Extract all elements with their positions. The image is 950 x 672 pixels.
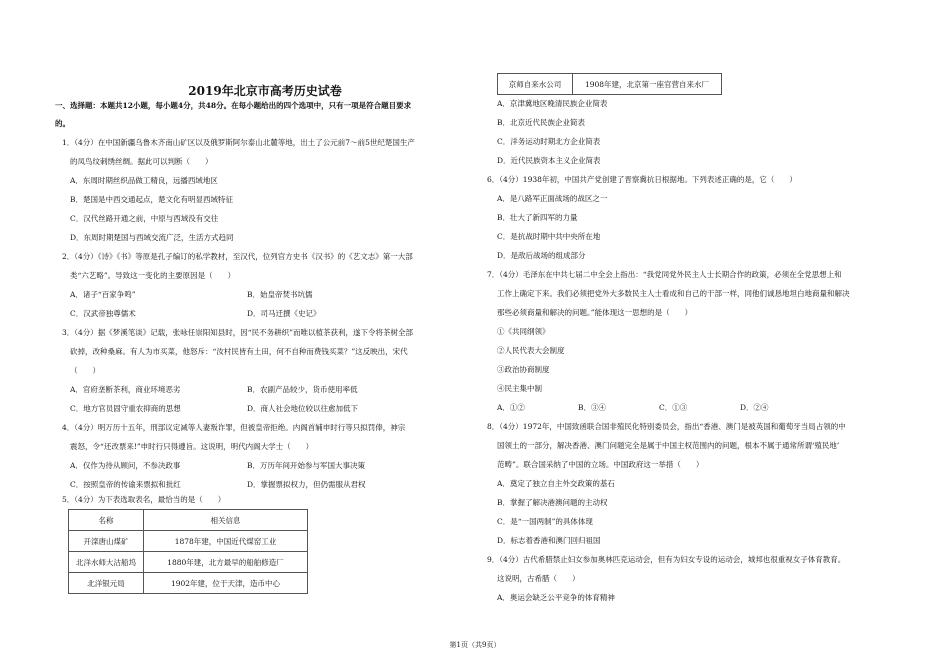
table-row xyxy=(69,573,308,594)
question-2-option-c: C．汉武帝独尊儒术 xyxy=(70,309,136,318)
table-cell: 开滦唐山煤矿 xyxy=(69,531,144,552)
table-cell: 北洋水师大沽船坞 xyxy=(69,552,144,573)
question-4-option-d: D．掌握票拟权力，但仍需服从君权 xyxy=(247,480,366,489)
question-3-option-b: B．农副产品较少，货币使用率低 xyxy=(247,385,358,394)
question-7-stem-cont2: 那些必须商量和解决的问题。”能体现这一思想的是（ ） xyxy=(497,308,693,317)
question-8-stem-cont: 国领土的一部分，解决香港、澳门问题完全是属于中国主权范围内的问题，根本不属于通常所谓‘殖民地’ xyxy=(497,441,840,450)
table-cell: 1908年建，北京第一座官营自来水厂 xyxy=(573,74,722,95)
question-7-item-1: ①《共同纲领》 xyxy=(497,327,550,336)
question-7-item-3: ③政治协商制度 xyxy=(497,365,550,374)
question-4-option-a: A．仅作为待从顾问，不参决政事 xyxy=(70,461,181,470)
table-cell: 北洋银元局 xyxy=(69,573,144,594)
question-7-stem: 7．（4分）毛泽东在中共七届二中全会上指出：“我党同党外民主人士长期合作的政策，必须在全党思想上和 xyxy=(487,270,842,279)
section-heading: 一、选择题：本题共12小题，每小题4分，共48分。在每小题给出的四个选项中，只有一项是符合题目要求 xyxy=(55,101,412,110)
question-2-option-d: D．司马迁撰《史记》 xyxy=(247,309,321,318)
table-cell: 1902年建，位于天津，造币中心 xyxy=(144,573,308,594)
table-row xyxy=(69,552,308,573)
question-5-option-c: C．洋务运动时期北方企业简表 xyxy=(497,137,601,146)
question-4-option-c: C．按照皇帝的传谕来票拟和批红 xyxy=(70,480,181,489)
question-7-item-2: ②人民代表大会制度 xyxy=(497,346,565,355)
question-7-option-c: C．①③ xyxy=(659,403,688,412)
question-3-option-d: D．商人社会地位较以往愈加低下 xyxy=(247,404,359,413)
question-8-stem: 8．（4分）1972年，中国致函联合国非殖民化特别委员会，指出“香港、澳门是被英国和葡萄牙当局占领的中 xyxy=(487,422,846,431)
question-4-stem: 4．（4分）明万历十五年，刑部议定减等人妻叛诈罪，但被皇帝拒绝。内阁首辅申时行等只拟罚俸，神宗 xyxy=(62,423,406,432)
table-header-cell: 名称 xyxy=(69,510,144,531)
question-1-stem: 1．（4分）在中国新疆乌鲁木齐南山矿区以及俄罗斯阿尔泰山北麓等地，出土了公元前7～前5世纪楚国生产 xyxy=(62,138,415,147)
question-5-option-b: B．北京近代民族企业简表 xyxy=(497,118,586,127)
question-1-option-d: D．东周时期楚国与西域交流广泛，生活方式趋同 xyxy=(70,233,234,242)
question-4-option-b: B．万历年间开始参与军国大事决策 xyxy=(247,461,366,470)
question-7-item-4: ④民主集中制 xyxy=(497,384,542,393)
table-row xyxy=(69,531,308,552)
question-8-option-a: A．奠定了独立自主外交政策的基石 xyxy=(497,479,615,488)
question-7-stem-cont: 工作上确定下来。我们必须把党外大多数民主人士看成和自己的干部一样，同他们诚恳地坦白地商量和解决 xyxy=(497,289,850,298)
question-8-option-b: B．掌握了解决港澳问题的主动权 xyxy=(497,498,608,507)
page-footer: 第1页（共9页） xyxy=(449,641,501,649)
question-2-option-b: B．始皇帝焚书坑儒 xyxy=(247,290,313,299)
question-9-stem: 9．（4分）古代希腊禁止妇女参加奥林匹克运动会，但有为妇女专设的运动会，城邦也很重视女子体育教育。 xyxy=(487,555,846,564)
table-cell: 京师自来水公司 xyxy=(498,74,573,95)
question-1-option-a: A．东周时期丝织品做工精良，远播西域地区 xyxy=(70,176,218,185)
question-3-option-c: C．地方官员固守重农抑商的思想 xyxy=(70,404,181,413)
question-3-stem: 3．（4分）据《梦溪笔谈》记载，张咏任崇阳知县时，因“民不务耕织”而唯以植茶获利，遂下令将茶树全部 xyxy=(62,328,413,337)
question-6-option-c: C．是抗战时期中共中央所在地 xyxy=(497,232,601,241)
question-5-stem: 5．（4分）为下表选取表名，最恰当的是（ ） xyxy=(62,495,226,504)
question-1-stem-cont: 的凤鸟纹刺绣丝绸。据此可以判断（ ） xyxy=(70,157,213,166)
question-9-stem-cont: 这说明，古希腊（ ） xyxy=(497,574,580,583)
question-8-stem-cont2: 范畴”。联合国采纳了中国的立场。中国政府这一举措（ ） xyxy=(497,460,704,469)
question-5-option-a: A．京津冀地区晚清民族企业简表 xyxy=(497,99,608,108)
question-3-stem-cont: 砍掉，改种桑麻。有人为市买菜，他怒斥：“汝村民皆有土田，何不自种而费钱买菜？”这反映出，宋代 xyxy=(70,347,408,356)
question-6-stem: 6．（4分）1938年初，中国共产党创建了晋察冀抗日根据地。下列表述正确的是，它（ ） xyxy=(487,175,797,184)
table-header-row xyxy=(69,510,308,531)
question-5-table-continued xyxy=(497,73,722,95)
question-2-option-a: A．诸子“百家争鸣” xyxy=(70,290,136,299)
table-cell: 1880年建，北方最早的船舶修造厂 xyxy=(144,552,308,573)
question-2-stem-cont: 类“六艺略”。导致这一变化的主要原因是（ ） xyxy=(70,271,236,280)
question-9-option-a: A．奥运会缺乏公平竞争的体育精神 xyxy=(497,593,615,602)
table-row xyxy=(498,74,722,95)
question-1-option-b: B．楚国是中西交通起点，楚文化有明显西域特征 xyxy=(70,195,234,204)
section-heading-cont: 的。 xyxy=(55,119,70,128)
question-1-option-c: C．汉代丝路开通之前，中原与西域没有交往 xyxy=(70,214,219,223)
question-3-option-a: A．官府垄断茶利，商业环境恶劣 xyxy=(70,385,181,394)
table-cell: 1878年建，中国近代煤窑工业 xyxy=(144,531,308,552)
table-header-cell: 相关信息 xyxy=(144,510,308,531)
question-7-option-d: D．②④ xyxy=(740,403,769,412)
question-2-stem: 2．（4分）《诗》《书》等原是孔子编订的私学教材，至汉代，位列官方史书《汉书》的《艺文志》第一大部 xyxy=(62,252,413,261)
question-8-option-c: C．是“一国两制”的具体体现 xyxy=(497,517,593,526)
question-5-table xyxy=(68,509,308,594)
question-6-option-b: B．壮大了新四军的力量 xyxy=(497,213,578,222)
question-7-option-a: A．①② xyxy=(497,403,525,412)
question-5-option-d: D．近代民族资本主义企业简表 xyxy=(497,156,601,165)
question-7-option-b: B．③④ xyxy=(578,403,607,412)
page-title: 2019年北京市高考历史试卷 xyxy=(188,84,342,98)
question-6-option-d: D．是敌后战场的组成部分 xyxy=(497,251,586,260)
question-3-stem-cont2: （ ） xyxy=(70,366,100,375)
question-4-stem-cont: 震怒，令“还改票来!”申时行只得遵旨。这说明，明代内阁大学士（ ） xyxy=(70,442,314,451)
question-6-option-a: A．是八路军正面战场的战区之一 xyxy=(497,194,608,203)
question-8-option-d: D．标志着香港和澳门回归祖国 xyxy=(497,536,601,545)
